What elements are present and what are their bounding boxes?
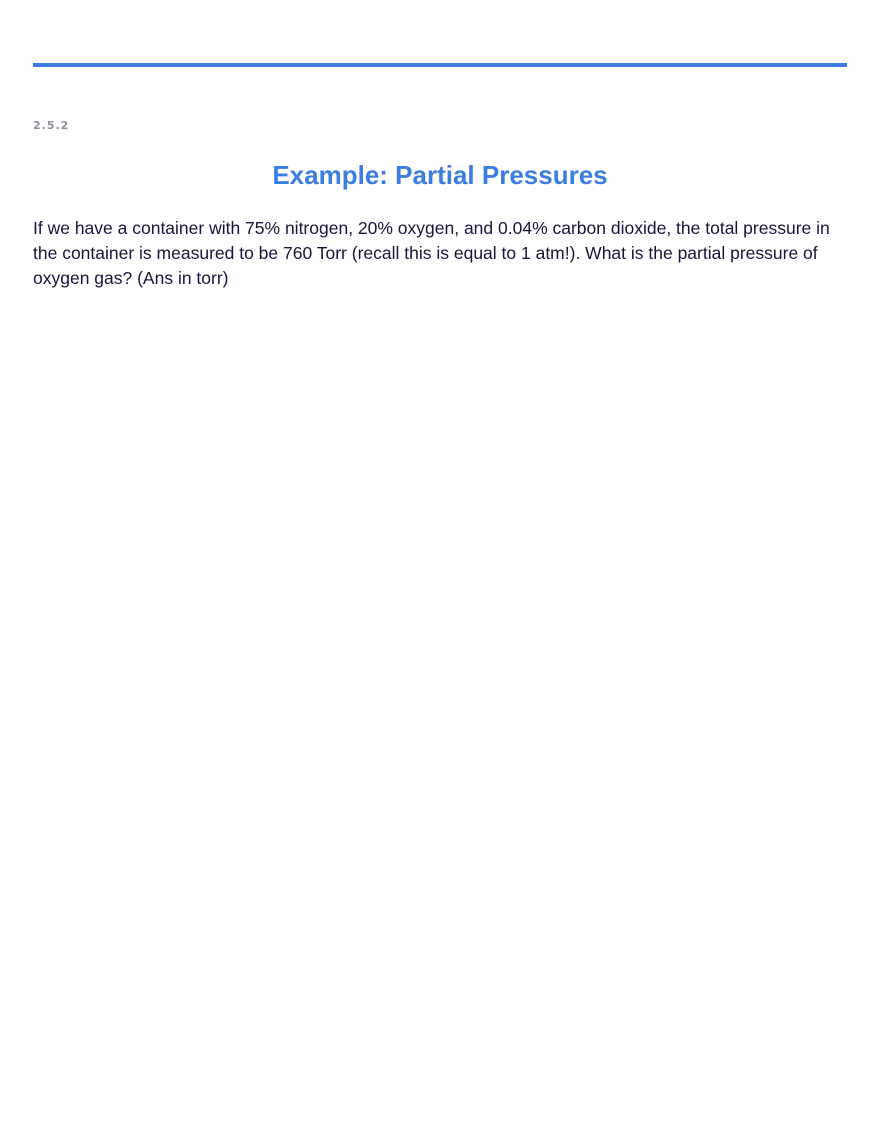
problem-paragraph: If we have a container with 75% nitrogen, 20% oxygen, and 0.04% carbon dioxide, the total pressure in the container is measured to be 760 Torr (recall this is equal to 1 atm!). What is the partial pressure of oxygen gas? (Ans in torr)	[33, 218, 830, 288]
page-title: Example: Partial Pressures	[272, 160, 608, 190]
section-number: 2.5.2	[33, 119, 70, 132]
top-divider	[33, 63, 847, 67]
